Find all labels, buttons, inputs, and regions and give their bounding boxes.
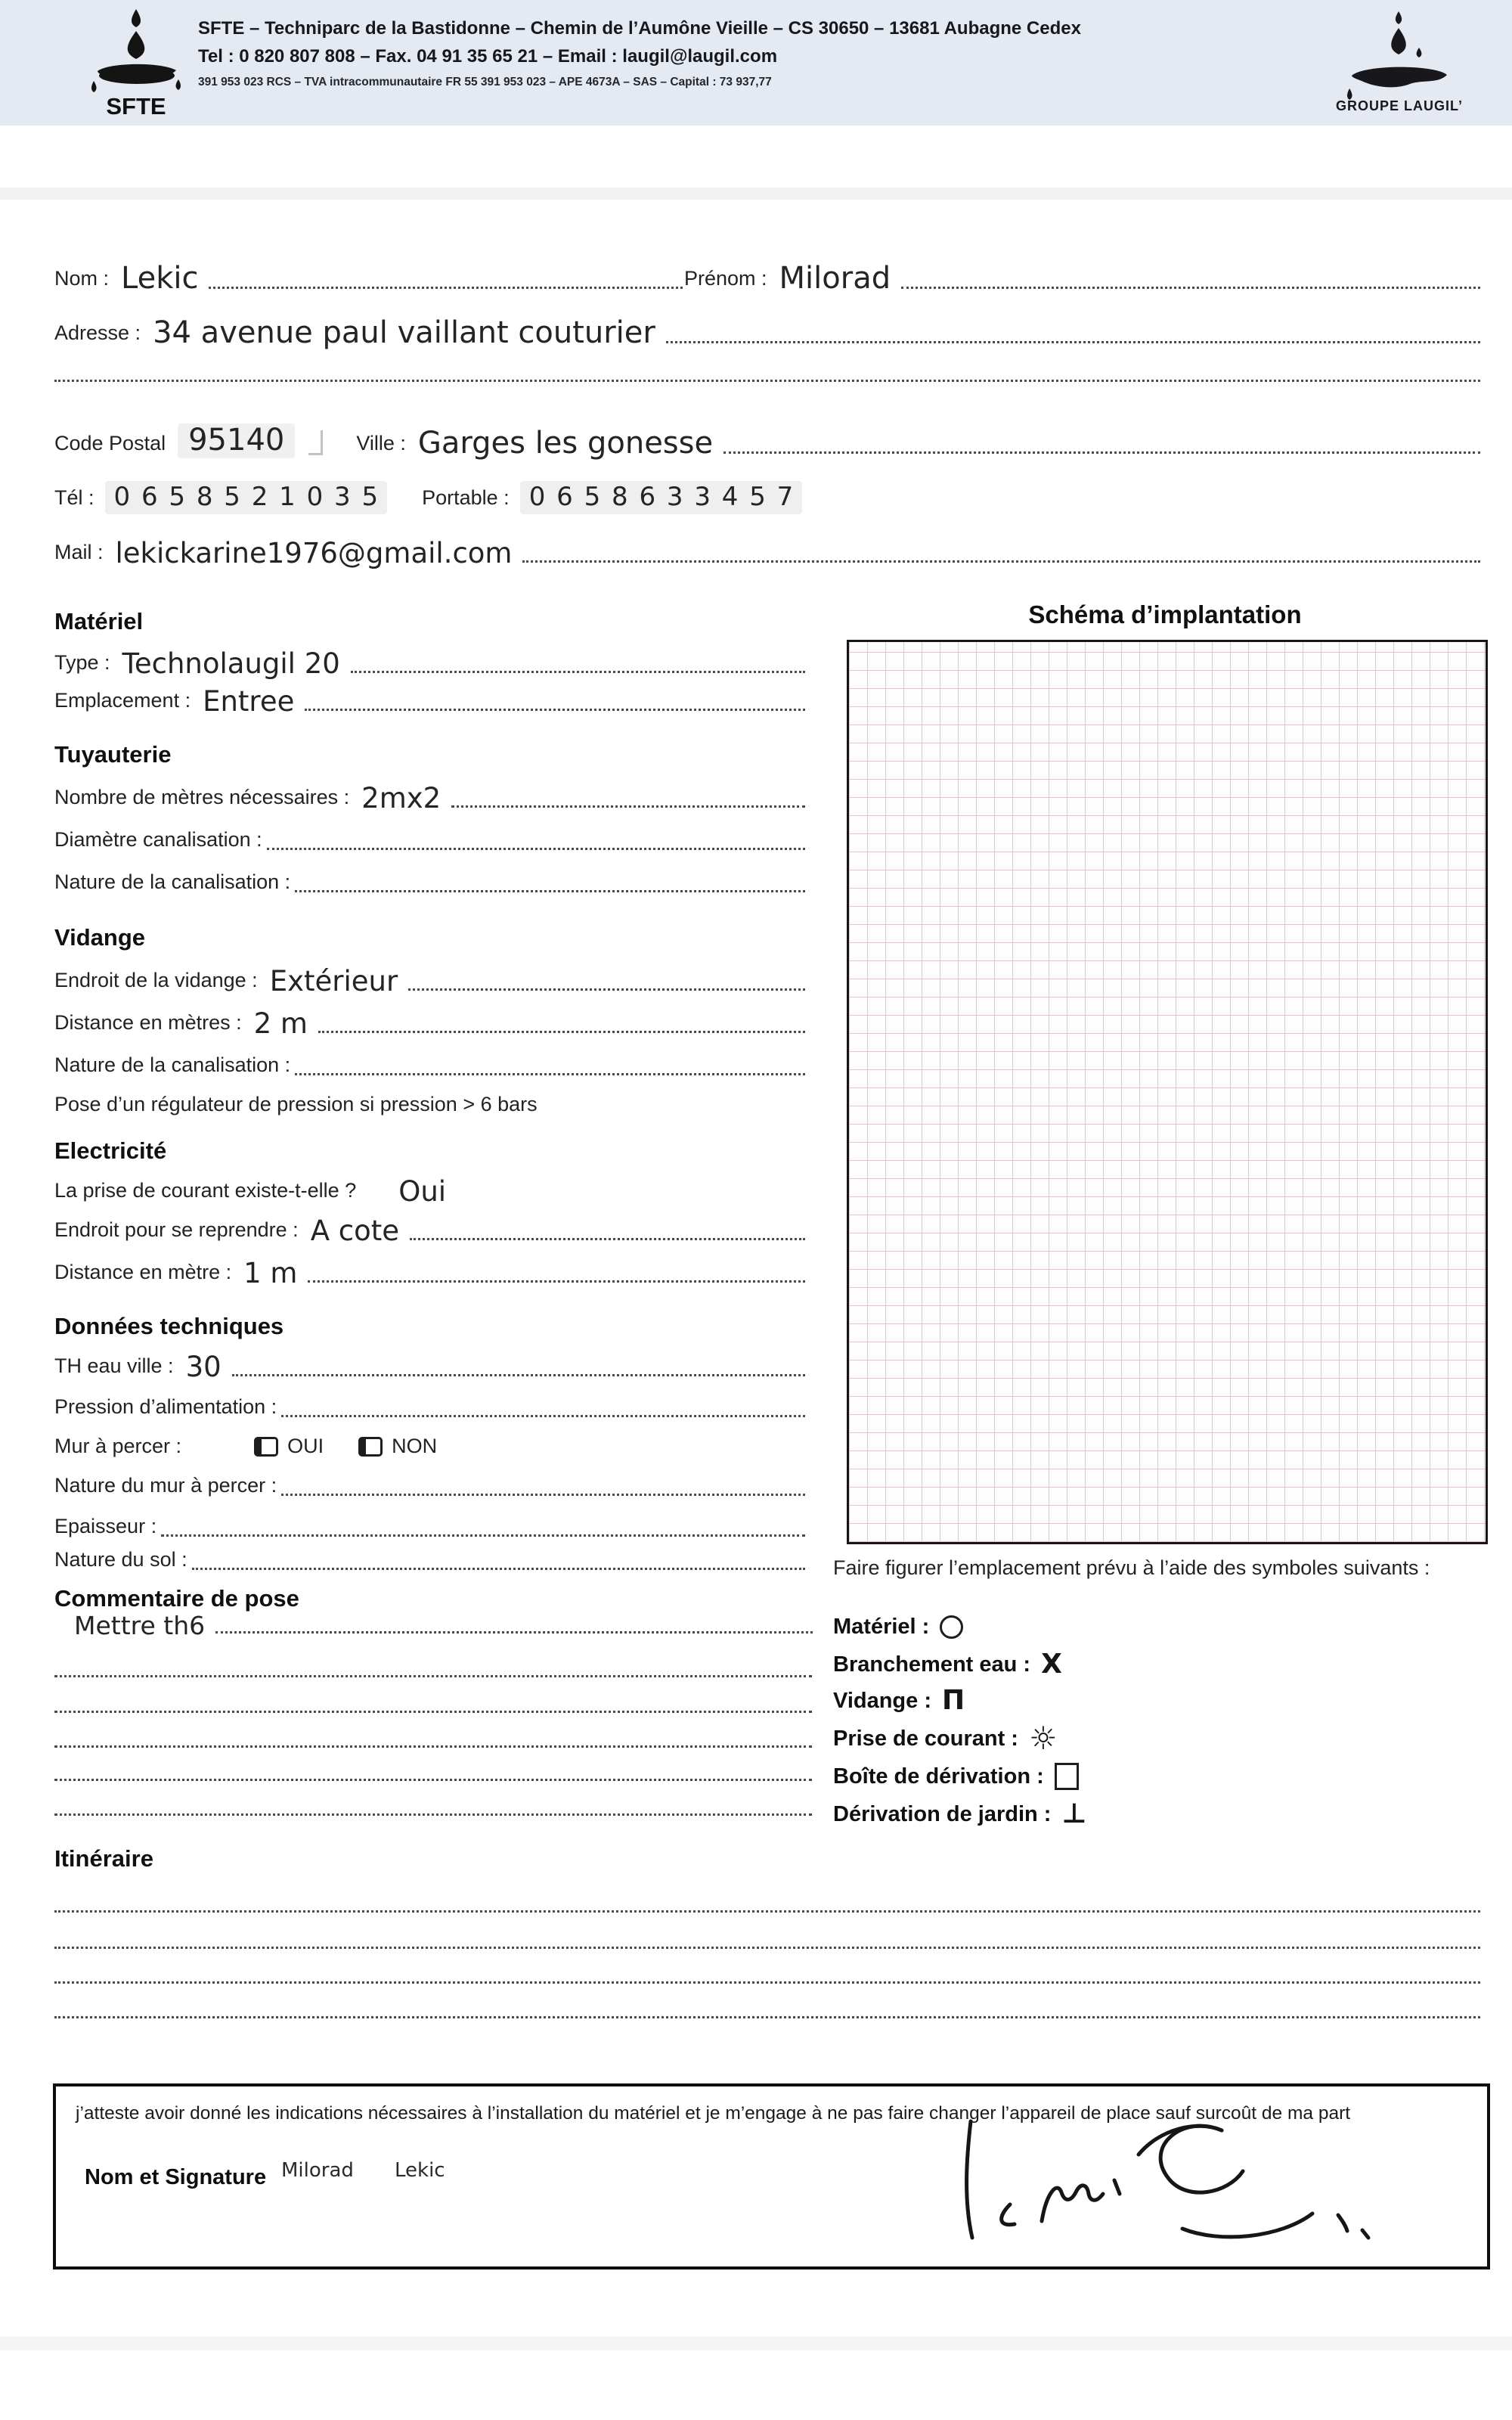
company-address-line: SFTE – Techniparc de la Bastidonne – Chemin de l’Aumône Vieille – CS 30650 – 13681 Aubagne Cedex: [198, 18, 1081, 39]
materiel-heading: Matériel: [54, 608, 144, 634]
prenom-label: Prénom :: [684, 267, 767, 290]
emplacement-row: [54, 681, 807, 718]
address-row: [54, 310, 1482, 351]
dotted-line: [723, 451, 1480, 454]
mur-a-percer-row: [54, 1426, 807, 1464]
address-continuation-line: [54, 380, 1480, 382]
prise-courant-label: La prise de courant existe-t-elle ?: [54, 1179, 357, 1202]
pi-symbol-icon: Π: [942, 1685, 965, 1716]
sfte-drop-icon: [132, 9, 141, 27]
dotted-line: [666, 341, 1480, 343]
distance-metre-label: Distance en mètre :: [54, 1261, 232, 1283]
endroit-reprendre-label: Endroit pour se reprendre :: [54, 1218, 299, 1241]
mur-a-percer-label: Mur à percer :: [54, 1435, 182, 1457]
dotted-line: [295, 890, 805, 892]
name-row: [54, 256, 1482, 296]
implantation-grid: [847, 640, 1488, 1544]
diametre-label: Diamètre canalisation :: [54, 828, 262, 851]
oui-label: OUI: [287, 1435, 324, 1457]
last-name-group: [54, 263, 684, 296]
endroit-reprendre-field: A cote: [310, 1215, 400, 1247]
non-checkbox: [358, 1437, 383, 1457]
nature-sol-label: Nature du sol :: [54, 1548, 187, 1571]
itineraire-blank-line: [54, 2016, 1480, 2018]
pression-label: Pression d’alimentation :: [54, 1395, 277, 1418]
company-contact-line: Tel : 0 820 807 808 – Fax. 04 91 35 65 21 – Email : laugil@laugil.com: [198, 46, 778, 67]
code-postal-label: Code Postal: [54, 432, 166, 455]
nom-signature-label: Nom et Signature: [85, 2165, 267, 2189]
dotted-line: [295, 1073, 805, 1075]
oui-checkbox: [254, 1437, 278, 1457]
attestation-text: j’atteste avoir donné les indications nécessaires à l’installation du matériel et je m’engage à ne pas faire changer l’appareil de place sauf surcoût de ma part: [76, 2103, 1351, 2124]
endroit-reprendre-row: [54, 1210, 807, 1248]
non-label: NON: [392, 1435, 438, 1457]
legend-boite-derivation: Boîte de dérivation :: [833, 1759, 1079, 1794]
first-name-group: [684, 263, 1482, 296]
comb-field-mark: [308, 430, 323, 455]
vidange-heading: Vidange: [54, 924, 146, 951]
pression-row: [54, 1387, 807, 1425]
distance-metre-row: [54, 1252, 807, 1290]
th-eau-field: 30: [185, 1351, 222, 1383]
mail-field: lekickarine1976@gmail.com: [115, 537, 513, 569]
commentaire-blank-line: [54, 1711, 812, 1713]
prise-courant-row: [54, 1171, 807, 1208]
scan-stripe-bottom: [0, 2337, 1512, 2350]
perpendicular-symbol-icon: ⊥: [1061, 1798, 1087, 1829]
prise-courant-field: Oui: [398, 1175, 447, 1208]
laugil-logo-text: GROUPE LAUGIL’: [1335, 98, 1464, 113]
itineraire-blank-line: [54, 1947, 1480, 1949]
dotted-line: [215, 1631, 813, 1634]
distance-vidange-row: [54, 1003, 807, 1041]
dotted-line: [192, 1568, 805, 1570]
epaisseur-label: Epaisseur :: [54, 1515, 157, 1537]
itineraire-heading: Itinéraire: [54, 1845, 153, 1872]
legend-branchement-eau: Branchement eau : X: [833, 1649, 1062, 1680]
th-eau-label: TH eau ville :: [54, 1354, 174, 1377]
distance-vidange-field: 2 m: [253, 1007, 308, 1040]
dotted-line: [209, 287, 683, 289]
dotted-line: [410, 1238, 805, 1240]
endroit-vidange-field: Extérieur: [269, 965, 398, 997]
th-eau-row: [54, 1346, 807, 1384]
itineraire-blank-line: [54, 1910, 1480, 1913]
metres-row: [54, 777, 807, 815]
metres-field: 2mx2: [361, 782, 442, 814]
electricite-heading: Electricité: [54, 1137, 167, 1164]
commentaire-blank-line: [54, 1779, 812, 1781]
signature-prenom: Milorad: [281, 2159, 354, 2182]
dotted-line: [351, 671, 805, 673]
endroit-vidange-row: [54, 960, 807, 998]
letterhead-text: [198, 18, 1081, 89]
dotted-line: [308, 1280, 805, 1283]
mail-row: [54, 529, 1482, 570]
metres-label: Nombre de mètres nécessaires :: [54, 786, 350, 808]
ville-label: Ville :: [356, 432, 406, 455]
diametre-row: [54, 820, 807, 858]
laugil-drop-icon: [1396, 11, 1402, 24]
nom-field: Lekic: [121, 261, 199, 296]
dotted-line: [161, 1534, 805, 1537]
dotted-line: [408, 988, 805, 991]
nature-canalisation2-label: Nature de la canalisation :: [54, 1053, 291, 1076]
sfte-logo: [87, 6, 185, 119]
type-row: [54, 643, 807, 681]
dotted-line: [267, 848, 805, 850]
legend-prise-courant: Prise de courant : ☼: [833, 1720, 1058, 1757]
adresse-label: Adresse :: [54, 321, 141, 344]
sun-symbol-icon: ☼: [1028, 1720, 1058, 1757]
mail-label: Mail :: [54, 541, 104, 563]
tel-field: 0 6 5 8 5 2 1 0 3 5: [105, 481, 388, 514]
dotted-line: [522, 560, 1480, 563]
dotted-line: [318, 1031, 805, 1033]
nature-mur-label: Nature du mur à percer :: [54, 1474, 277, 1497]
tuyauterie-heading: Tuyauterie: [54, 741, 172, 768]
dotted-line: [901, 287, 1480, 289]
dotted-line: [281, 1494, 805, 1496]
code-postal-field: 95140: [178, 424, 295, 458]
commentaire-heading: Commentaire de pose: [54, 1585, 299, 1612]
emplacement-label: Emplacement :: [54, 689, 191, 712]
nature-mur-row: [54, 1466, 807, 1503]
endroit-vidange-label: Endroit de la vidange :: [54, 969, 258, 991]
dotted-line: [281, 1415, 805, 1417]
schema-instruction: Faire figurer l’emplacement prévu à l’aide des symboles suivants :: [833, 1556, 1430, 1579]
legend-vidange: Vidange : Π: [833, 1685, 965, 1716]
nature-sol-row: [54, 1540, 807, 1578]
phone-row: [54, 475, 962, 516]
groupe-laugil-logo: [1329, 9, 1469, 119]
nature-canalisation-row: [54, 862, 807, 900]
ville-field: Garges les gonesse: [417, 426, 714, 461]
regulateur-note: Pose d’un régulateur de pression si pression > 6 bars: [54, 1093, 538, 1115]
schema-title: Schéma d’implantation: [1028, 600, 1302, 628]
postal-city-row: [54, 420, 1482, 461]
scan-stripe-top: [0, 188, 1512, 200]
legend-materiel: Matériel :: [833, 1609, 963, 1644]
company-legal-line: 391 953 023 RCS – TVA intracommunautaire FR 55 391 953 023 – APE 4673A – SAS – Capital : 73 937,77: [198, 76, 772, 88]
nom-label: Nom :: [54, 267, 110, 290]
distance-vidange-label: Distance en mètres :: [54, 1011, 242, 1034]
donnees-heading: Données techniques: [54, 1313, 284, 1339]
legend-derivation-jardin: Dérivation de jardin : ⊥: [833, 1798, 1087, 1829]
tel-label: Tél :: [54, 486, 94, 509]
sfte-logo-text: SFTE: [106, 93, 166, 119]
circle-symbol-icon: [940, 1615, 963, 1639]
dotted-line: [451, 805, 805, 808]
x-symbol-icon: X: [1041, 1649, 1062, 1680]
portable-label: Portable :: [422, 486, 510, 509]
signature-nom: Lekic: [395, 2159, 445, 2182]
commentaire-blank-line: [54, 1745, 812, 1748]
regulateur-row: [54, 1084, 807, 1122]
commentaire-field: Mettre th6: [74, 1611, 206, 1640]
nature-canalisation2-row: [54, 1045, 807, 1083]
nature-canalisation-label: Nature de la canalisation :: [54, 870, 291, 893]
dotted-line: [232, 1374, 805, 1376]
handwritten-signature: [948, 2108, 1402, 2255]
dotted-line: [305, 709, 805, 711]
portable-field: 0 6 5 8 6 3 3 4 5 7: [520, 481, 803, 514]
epaisseur-row: [54, 1506, 807, 1544]
commentaire-blank-line: [54, 1813, 812, 1816]
type-label: Type :: [54, 651, 110, 674]
square-symbol-icon: [1055, 1763, 1079, 1790]
type-field: Technolaugil 20: [122, 647, 340, 680]
distance-metre-field: 1 m: [243, 1257, 298, 1289]
commentaire-row: [54, 1603, 814, 1641]
itineraire-blank-line: [54, 1981, 1480, 1984]
adresse-field: 34 avenue paul vaillant couturier: [153, 315, 655, 350]
emplacement-field: Entree: [203, 685, 295, 718]
commentaire-blank-line: [54, 1675, 812, 1677]
prenom-field: Milorad: [779, 261, 891, 296]
signature-box: [53, 2083, 1490, 2270]
